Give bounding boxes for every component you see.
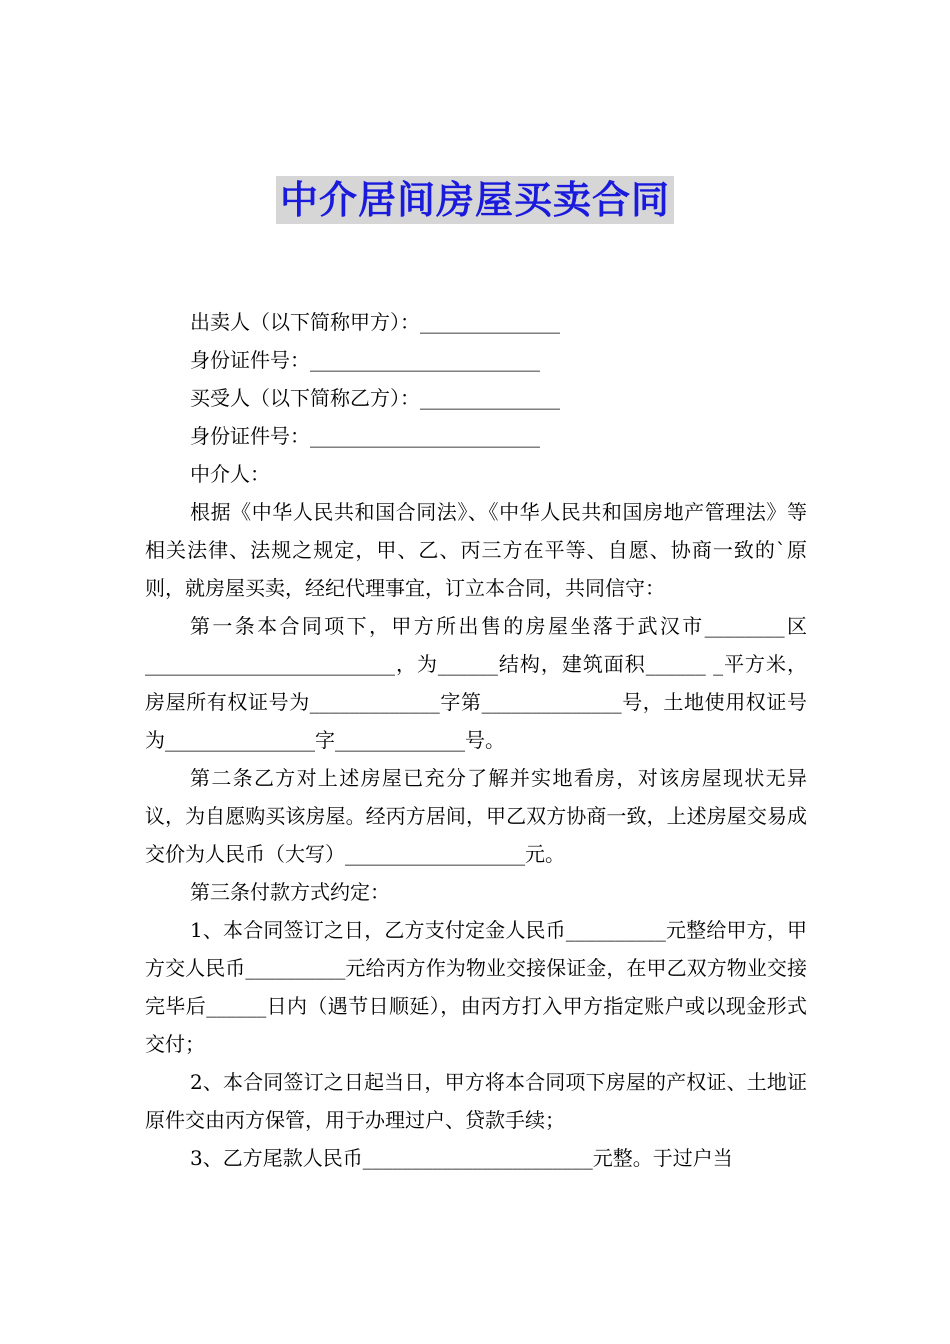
article-2-paragraph: 第二条乙方对上述房屋已充分了解并实地看房，对该房屋现状无异议，为自愿购买该房屋。经丙方居间，甲乙双方协商一致，上述房屋交易成交价为人民币（大写）__________________元。 [145, 766, 807, 866]
seller-id-line: 身份证件号：_______________________ [190, 348, 540, 372]
preamble-paragraph: 根据《中华人民共和国合同法》、《中华人民共和国房地产管理法》等相关法律、法规之规定，甲、乙、丙三方在平等、自愿、协商一致的`原则，就房屋买卖，经纪代理事宜，订立本合同，共同信守： [145, 500, 807, 600]
seller-line: 出卖人（以下简称甲方）：______________ [190, 310, 560, 334]
contract-body [145, 303, 807, 1177]
agent-line: 中介人： [190, 462, 270, 486]
article-3-heading: 第三条付款方式约定： [190, 880, 390, 904]
title-container [0, 176, 950, 224]
article-3-item-2: 2、本合同签订之日起当日，甲方将本合同项下房屋的产权证、土地证原件交由丙方保管，用于办理过户、贷款手续； [145, 1070, 807, 1132]
article-3-item-1: 1、本合同签订之日，乙方支付定金人民币__________元整给甲方，甲方交人民币__________元给丙方作为物业交接保证金，在甲乙双方物业交接完毕后______日内（遇节日顺延），由丙方打入甲方指定账户或以现金形式交付； [145, 918, 807, 1056]
article-1-paragraph: 第一条本合同项下，甲方所出售的房屋坐落于武汉市________区_________________________，为______结构，建筑面积______ _平方米，房屋所有权证号为_____________字第______________号，土地使用权证号为_______________字_____________号。 [145, 614, 807, 752]
buyer-line: 买受人（以下简称乙方）：______________ [190, 386, 560, 410]
article-3-item-3: 3、乙方尾款人民币_______________________元整。于过户当 [190, 1146, 733, 1170]
buyer-id-line: 身份证件号：_______________________ [190, 424, 540, 448]
document-title: 中介居间房屋买卖合同 [276, 176, 674, 224]
